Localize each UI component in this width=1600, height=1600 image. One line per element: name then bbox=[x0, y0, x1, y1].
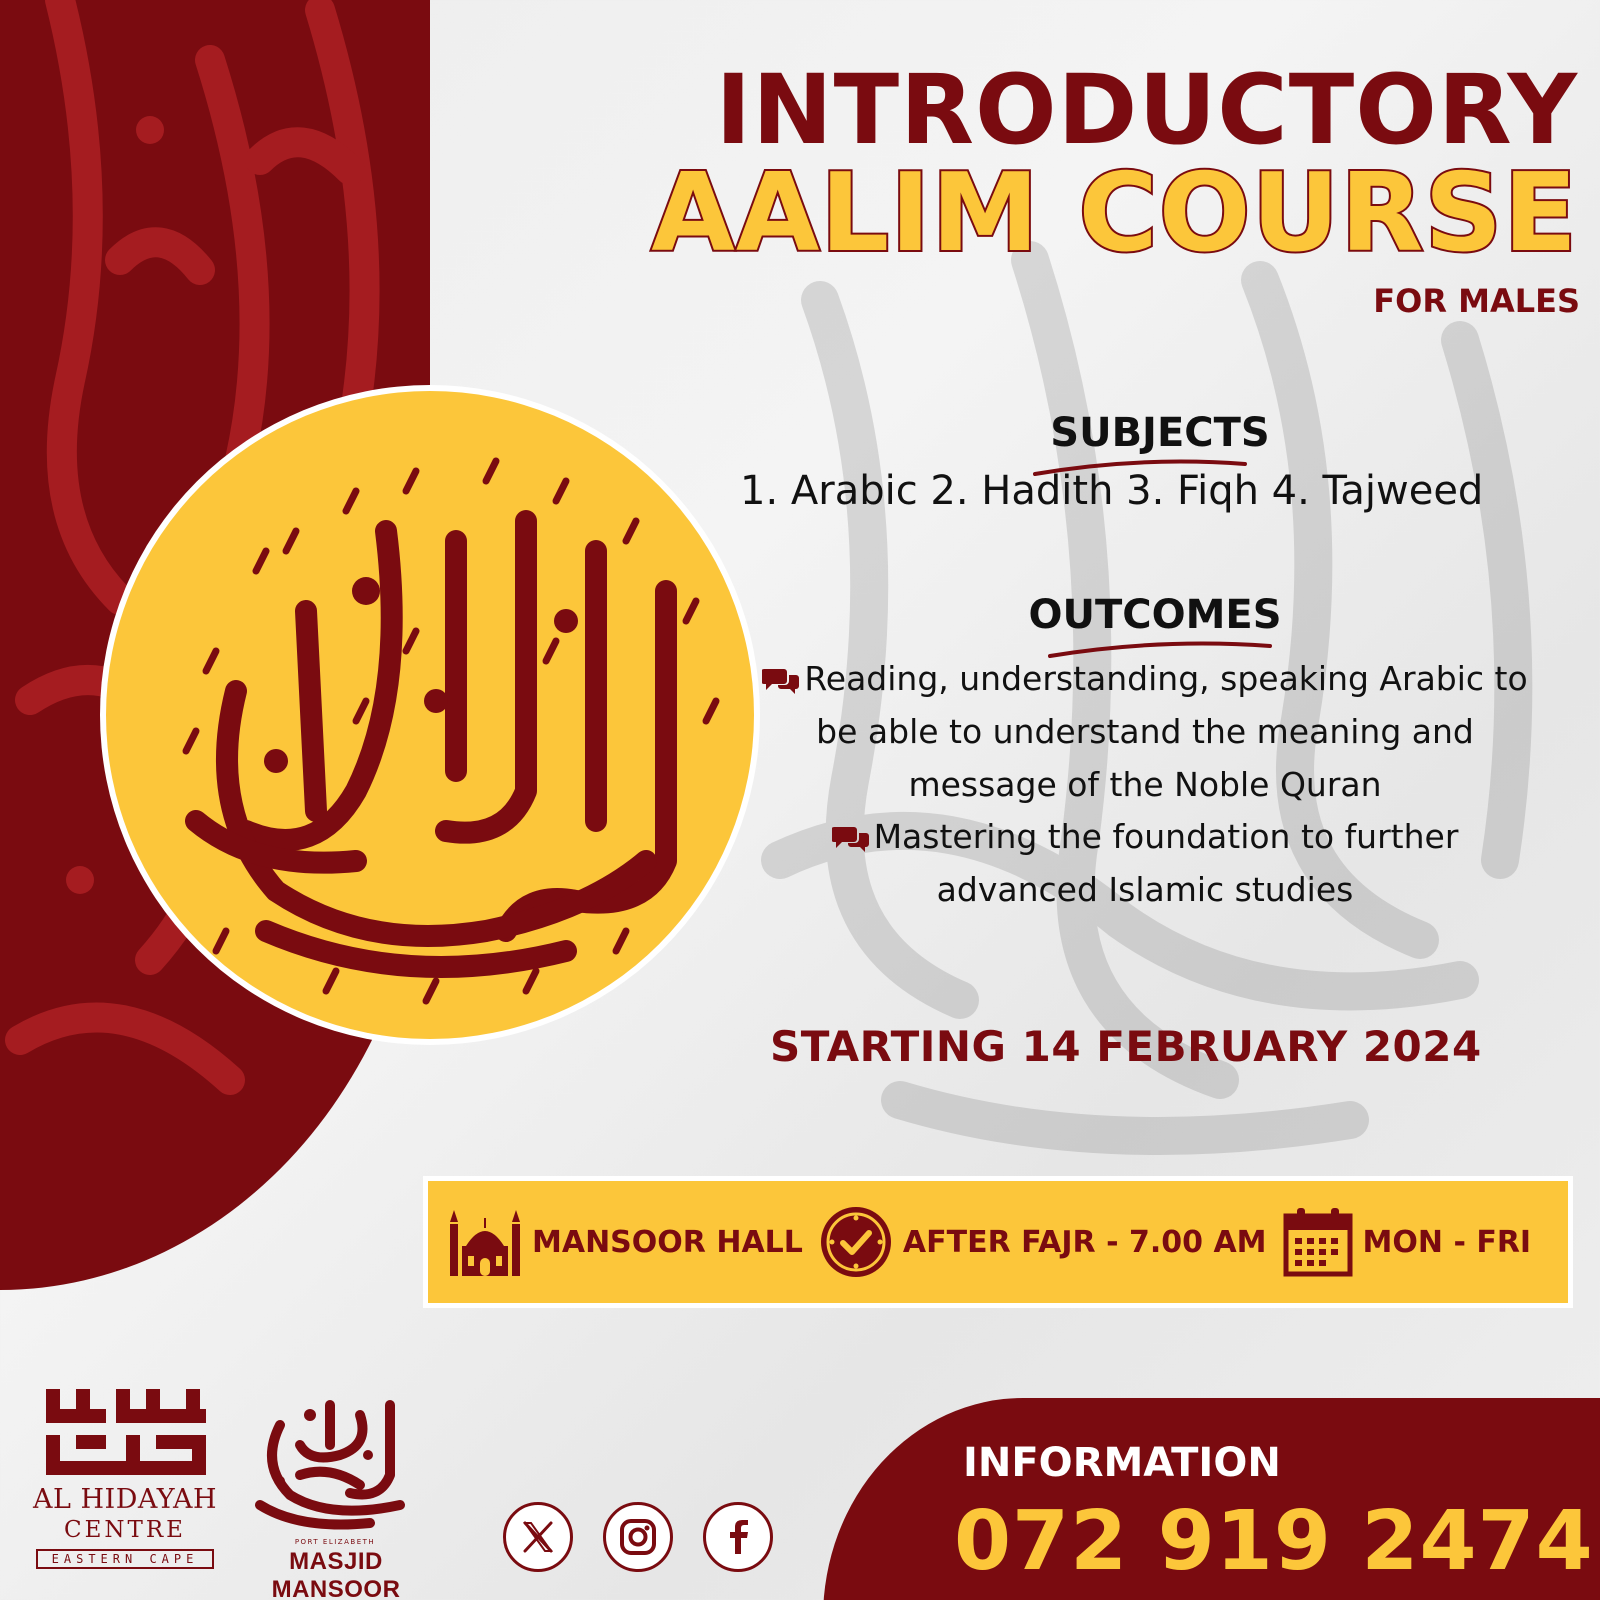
contact-label: INFORMATION bbox=[963, 1440, 1281, 1486]
contact-phone[interactable]: 072 919 2474 bbox=[954, 1494, 1594, 1589]
instagram-icon bbox=[619, 1518, 657, 1556]
outcome-text: Mastering the foundation to further advanced Islamic studies bbox=[873, 817, 1459, 909]
x-social-button[interactable] bbox=[503, 1502, 573, 1572]
hidayah-region: EASTERN CAPE bbox=[36, 1549, 214, 1569]
calendar-icon bbox=[1283, 1206, 1353, 1278]
clock-icon bbox=[819, 1205, 893, 1279]
al-hidayah-logo-text bbox=[30, 1484, 220, 1569]
title-introductory: INTRODUCTORY bbox=[715, 54, 1578, 166]
subjects-heading: SUBJECTS bbox=[1050, 410, 1270, 456]
outcome-text: Reading, understanding, speaking Arabic to be able to understand the meaning and message of the Noble Quran bbox=[804, 659, 1528, 804]
title-for-males: FOR MALES bbox=[1373, 282, 1580, 320]
masjid-mansoor-logo bbox=[240, 1385, 430, 1535]
mosque-icon bbox=[448, 1206, 522, 1278]
x-icon bbox=[520, 1519, 556, 1555]
outcome-item bbox=[750, 652, 1540, 811]
subjects-list: 1. Arabic 2. Hadith 3. Fiqh 4. Tajweed bbox=[740, 468, 1484, 514]
start-date: STARTING 14 FEBRUARY 2024 bbox=[770, 1022, 1482, 1071]
venue-detail bbox=[448, 1206, 803, 1278]
outcome-item bbox=[750, 810, 1540, 916]
details-bar bbox=[423, 1176, 1573, 1308]
mansoor-name: MASJID MANSOOR bbox=[271, 1548, 401, 1600]
speech-bubbles-icon bbox=[832, 824, 870, 854]
al-hidayah-logo bbox=[36, 1385, 216, 1485]
mansoor-subtitle: PORT ELIZABETH bbox=[294, 1538, 376, 1546]
days-detail bbox=[1283, 1206, 1532, 1278]
time-detail bbox=[819, 1205, 1267, 1279]
outcomes-heading: OUTCOMES bbox=[1028, 592, 1282, 638]
days-text: MON - FRI bbox=[1362, 1224, 1532, 1260]
calligraphy-medallion bbox=[100, 385, 760, 1045]
venue-text: MANSOOR HALL bbox=[532, 1224, 803, 1260]
facebook-icon bbox=[721, 1518, 755, 1556]
speech-bubbles-icon bbox=[762, 666, 800, 696]
arabic-calligraphy-icon bbox=[106, 391, 754, 1039]
instagram-social-button[interactable] bbox=[603, 1502, 673, 1572]
hidayah-centre: CENTRE bbox=[64, 1517, 186, 1543]
facebook-social-button[interactable] bbox=[703, 1502, 773, 1572]
time-text: AFTER FAJR - 7.00 AM bbox=[902, 1224, 1267, 1260]
hidayah-name: AL HIDAYAH bbox=[32, 1484, 218, 1515]
title-aalim-course: AALIM COURSE bbox=[651, 151, 1578, 276]
